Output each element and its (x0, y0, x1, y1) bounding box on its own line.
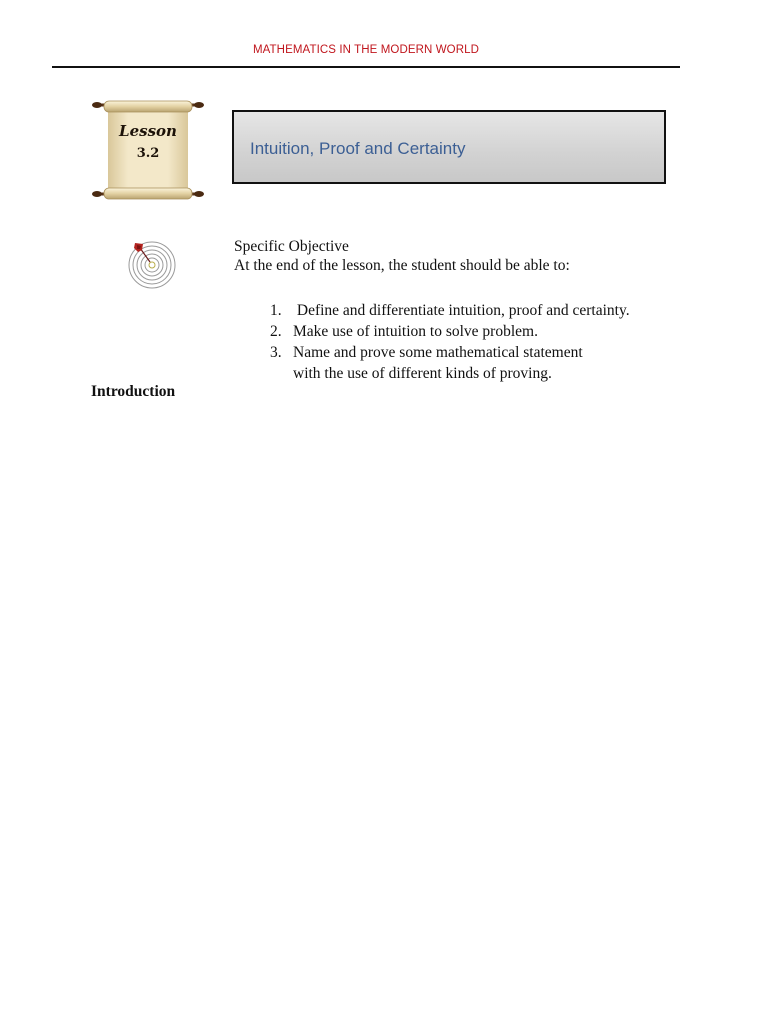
header-divider (52, 66, 680, 68)
lesson-title-box (232, 110, 666, 184)
list-item-number: 2. (270, 323, 282, 340)
list-item-number: 1. (270, 302, 282, 319)
lesson-label: Lesson (119, 122, 177, 140)
lesson-number: 3.2 (136, 146, 160, 161)
objective-heading: Specific Objective (234, 238, 349, 255)
list-item-text: Name and prove some mathematical statement (293, 344, 583, 361)
introduction-heading: Introduction (91, 383, 176, 400)
specific-objective (234, 237, 694, 275)
list-item-text: Define and differentiate intuition, proof and certainty. (293, 302, 630, 319)
target-icon (126, 238, 178, 290)
list-item-text-continued: with the use of different kinds of proving. (293, 365, 552, 382)
lesson-title: Intuition, Proof and Certainty (250, 139, 466, 158)
list-item-text: Make use of intuition to solve problem. (293, 323, 538, 340)
lesson-scroll-badge (92, 96, 204, 204)
list-item (270, 300, 690, 321)
list-item (270, 321, 690, 342)
list-item (270, 342, 690, 384)
list-item-number: 3. (270, 344, 282, 361)
objective-intro: At the end of the lesson, the student should be able to: (234, 257, 570, 274)
course-header: MATHEMATICS IN THE MODERN WORLD (252, 44, 480, 56)
objective-list (270, 300, 690, 384)
